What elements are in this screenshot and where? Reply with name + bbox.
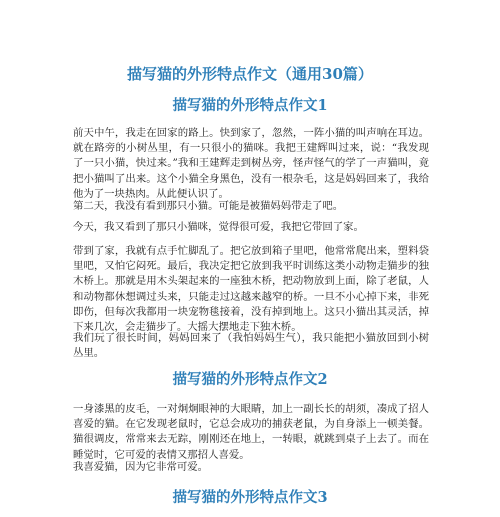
paragraph: 我们玩了很长时间，妈妈回来了（我怕妈妈生气），我只能把小猫放回到小树丛里。 <box>73 332 429 360</box>
paragraph: 前天中午，我走在回家的路上。快到家了，忽然，一阵小猫的叫声响在耳边。就在路旁的小树丛里，有一只很小的猫咪。我把王建辉叫过来，说：“我发现了一只小猫，快过来。”我和王建辉走到树丛旁，怪声怪气的学了一声猫叫，竟把小猫叫了出来。这个小猫全身黑色，没有一根杂毛，这是妈妈回来了，我给他为了一块热肉。从此便认识了。 <box>73 127 429 200</box>
paragraph: 带到了家，我就有点手忙脚乱了。把它放到箱子里吧，他常常爬出来，塑料袋里吧，又怕它闷死。最后，我决定把它放到我平时训练这类小动物走猫步的独木桥上。那就是用木头架起来的一座独木桥，把动物放到上面，除了老鼠，人和动物都休想调过头来，只能走过这越来越窄的桥。一旦不小心掉下来，非死即伤，但每次我都用一块宠物毯接着，没有掉到地上。这只小猫出其灵活，掉下来几次，会走猫步了。大摇大摆地走下独木桥。 <box>73 245 429 334</box>
section-heading: 描写猫的外形特点作文3 <box>172 489 328 506</box>
section-heading: 描写猫的外形特点作文2 <box>172 371 328 388</box>
document-title: 描写猫的外形特点作文（通用30篇） <box>127 65 373 83</box>
section-heading: 描写猫的外形特点作文1 <box>172 97 328 114</box>
paragraph: 一身漆黑的皮毛，一对炯炯眼神的大眼睛，加上一副长长的胡须，凑成了招人喜爱的猫。在它发现老鼠时，它总会成功的捕获老鼠，为自身添上一顿美餐。猫很调皮，常常来去无踪，刚刚还在地上，一转眼，就跳到桌子上去了。而在睡觉时，它可爱的表情又那招人喜爱。 <box>73 403 429 461</box>
paragraph: 我喜爱猫，因为它非常可爱。 <box>73 461 209 473</box>
paragraph: 今天，我又看到了那只小猫咪，觉得很可爱，我把它带回了家。 <box>73 221 364 233</box>
paragraph: 第二天，我没有看到那只小猫。可能是被猫妈妈带走了吧。 <box>73 200 344 212</box>
